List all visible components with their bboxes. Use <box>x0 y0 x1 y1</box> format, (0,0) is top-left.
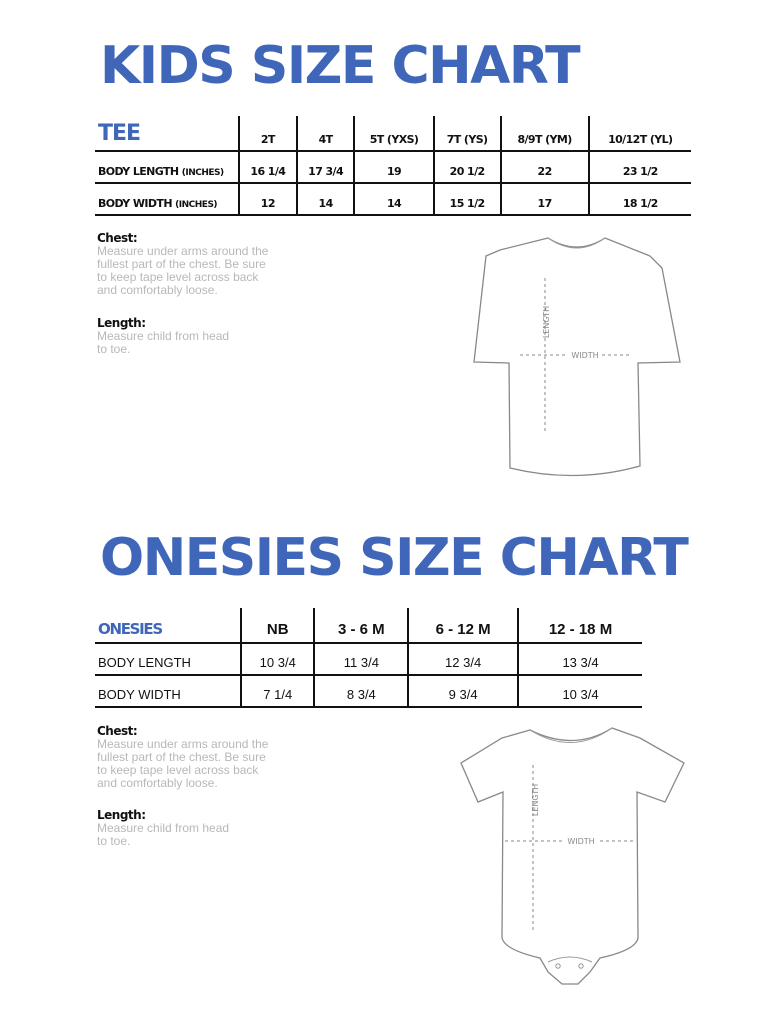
table-cell: 18 1/2 <box>589 183 691 215</box>
size-header: 2T <box>239 116 297 151</box>
table-cell: 12 3/4 <box>408 643 518 675</box>
onesie-snap-tab <box>548 957 592 962</box>
table-cell: 22 <box>501 151 589 183</box>
row-label: BODY LENGTH <box>95 643 241 675</box>
width-label: WIDTH <box>567 837 595 846</box>
onesie-outline <box>461 728 684 984</box>
size-header: 10/12T (YL) <box>589 116 691 151</box>
size-header: 5T (YXS) <box>354 116 433 151</box>
onesies-size-chart-title: ONESIES SIZE CHART <box>100 528 688 588</box>
table-cell: 13 3/4 <box>518 643 642 675</box>
onesies-section-label: ONESIES <box>95 608 241 643</box>
size-header: 3 - 6 M <box>314 608 408 643</box>
table-cell: 19 <box>354 151 433 183</box>
table-cell: 15 1/2 <box>434 183 501 215</box>
row-unit: (INCHES) <box>181 168 224 178</box>
length-label: LENGTH <box>531 783 540 817</box>
size-header: 4T <box>297 116 355 151</box>
note-body: Measure under arms around the fullest part of the chest. Be sure to keep tape level across back and comfortably loose. <box>97 737 269 790</box>
note-title: Length: <box>97 316 146 330</box>
note-body: Measure under arms around the fullest part of the chest. Be sure to keep tape level across back and comfortably loose. <box>97 244 269 297</box>
table-cell: 8 3/4 <box>314 675 408 707</box>
row-unit: (INCHES) <box>175 200 218 210</box>
size-header: 12 - 18 M <box>518 608 642 643</box>
table-cell: 20 1/2 <box>434 151 501 183</box>
table-cell: 11 3/4 <box>314 643 408 675</box>
size-header: 6 - 12 M <box>408 608 518 643</box>
table-cell: 9 3/4 <box>408 675 518 707</box>
table-cell: 16 1/4 <box>239 151 297 183</box>
note-body: Measure child from head to toe. <box>97 821 230 848</box>
size-header: NB <box>241 608 314 643</box>
table-cell: 17 <box>501 183 589 215</box>
tee-section-label: TEE <box>95 116 239 151</box>
size-header: 8/9T (YM) <box>501 116 589 151</box>
note-title: Chest: <box>97 231 138 245</box>
table-cell: 14 <box>354 183 433 215</box>
row-label-text: BODY LENGTH <box>98 165 179 178</box>
kids-size-chart-title: KIDS SIZE CHART <box>100 36 580 96</box>
table-cell: 17 3/4 <box>297 151 355 183</box>
length-label: LENGTH <box>542 305 551 339</box>
table-cell: 23 1/2 <box>589 151 691 183</box>
table-cell: 7 1/4 <box>241 675 314 707</box>
table-cell: 14 <box>297 183 355 215</box>
row-label-text: BODY WIDTH <box>98 197 172 210</box>
width-label: WIDTH <box>571 351 599 360</box>
table-cell: 10 3/4 <box>518 675 642 707</box>
table-cell: 10 3/4 <box>241 643 314 675</box>
row-label: BODY WIDTH <box>95 675 241 707</box>
note-body: Measure child from head to toe. <box>97 329 230 356</box>
size-header: 7T (YS) <box>434 116 501 151</box>
note-title: Chest: <box>97 724 138 738</box>
note-title: Length: <box>97 808 146 822</box>
table-cell: 12 <box>239 183 297 215</box>
